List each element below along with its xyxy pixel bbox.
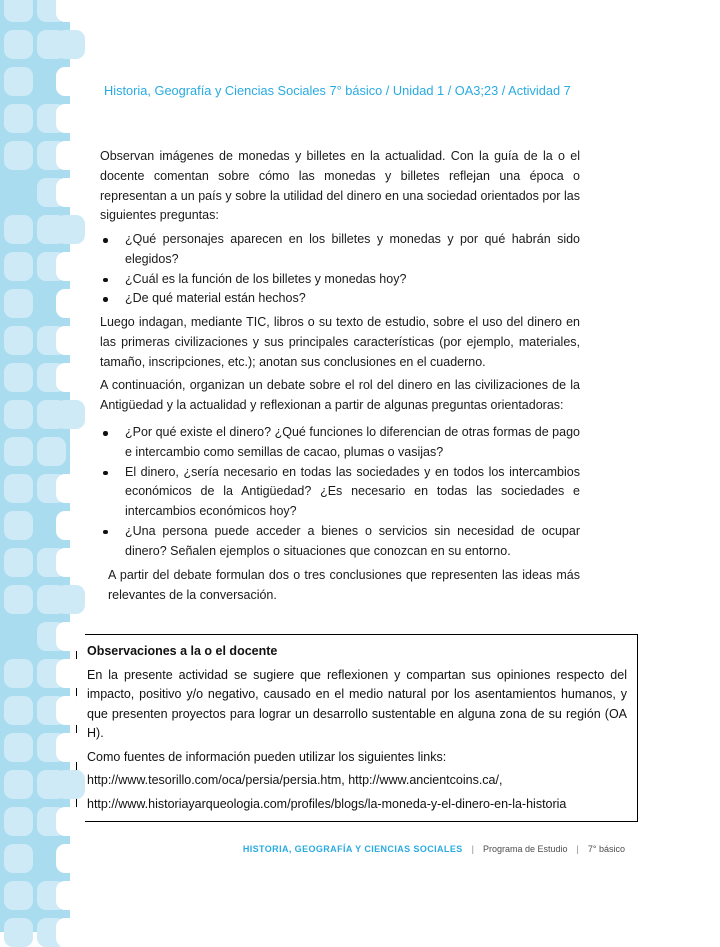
questions-list-money-today: [100, 230, 580, 309]
question-text: ¿Cuál es la función de los billetes y monedas hoy?: [125, 271, 407, 286]
bullet-icon: [103, 530, 108, 535]
footer-separator: |: [471, 844, 474, 854]
bullet-icon: [103, 238, 108, 243]
decorative-square: [56, 696, 85, 725]
intro-paragraph: Observan imágenes de monedas y billetes en la actualidad. Con la guía de la o el docente comentan sobre cómo las monedas y billetes reflejan una época o representan a un país y sobre la utilidad del dinero en una sociedad orientados por las siguientes preguntas:: [100, 149, 580, 223]
page-title: Historia, Geografía y Ciencias Sociales 7° básico / Unidad 1 / OA3;23 / Actividad 7: [104, 83, 571, 98]
page-footer: [100, 844, 625, 854]
decorative-square: [4, 474, 33, 503]
decorative-square: [56, 141, 85, 170]
decorative-square: [4, 918, 33, 947]
decorative-square: [56, 659, 85, 688]
decorative-square: [56, 770, 85, 799]
decorative-square: [56, 733, 85, 762]
decorative-square: [56, 30, 85, 59]
decorative-square: [56, 67, 85, 96]
decorative-square: [56, 511, 85, 540]
decorative-square: [4, 770, 33, 799]
footer-separator: |: [576, 844, 579, 854]
decorative-square: [4, 363, 33, 392]
research-paragraph: Luego indagan, mediante TIC, libros o su texto de estudio, sobre el uso del dinero en las primeras civilizaciones y sus principales características (por ejemplo, materiales, tamaño, inscripciones, etc.); anotan sus conclusiones en el cuaderno.: [100, 315, 580, 369]
decorative-square: [56, 622, 85, 651]
source-link-line: http://www.tesorillo.com/oca/persia/persia.htm, http://www.ancientcoins.ca/,: [87, 773, 503, 787]
decorative-square: [56, 548, 85, 577]
decorative-square: [56, 104, 85, 133]
decorative-square: [4, 807, 33, 836]
decorative-square: [56, 400, 85, 429]
question-item: [100, 423, 580, 463]
question-item: [100, 522, 580, 562]
question-text: ¿Una persona puede acceder a bienes o servicios sin necesidad de ocupar dinero? Señalen ejemplos o situaciones que conozcan en su entorno.: [125, 523, 580, 558]
decorative-square: [4, 881, 33, 910]
conclusion-paragraph: A partir del debate formulan dos o tres conclusiones que representen las ideas más relevantes de la conversación.: [108, 568, 580, 602]
decorative-square: [56, 918, 85, 947]
question-item: [100, 230, 580, 270]
decorative-square: [4, 696, 33, 725]
decorative-square: [4, 104, 33, 133]
sources-label: Como fuentes de información pueden utilizar los siguientes links:: [87, 749, 447, 764]
bullet-icon: [103, 431, 108, 436]
decorative-square: [56, 363, 85, 392]
decorative-square: [4, 215, 33, 244]
footer-grade: 7° básico: [587, 844, 625, 854]
decorative-square: [4, 141, 33, 170]
decorative-square: [56, 215, 85, 244]
debate-intro-paragraph: A continuación, organizan un debate sobre el rol del dinero en las civilizaciones de la Antigüedad y la actualidad y reflexionan a partir de algunas preguntas orientadoras:: [100, 378, 580, 412]
decorative-square: [4, 400, 33, 429]
decorative-square: [56, 0, 85, 22]
decorative-square: [56, 474, 85, 503]
decorative-square: [56, 326, 85, 355]
decorative-square: [56, 178, 85, 207]
observations-title: Observaciones a la o el docente: [87, 644, 278, 658]
decorative-border: [0, 0, 70, 932]
decorative-square: [4, 659, 33, 688]
question-item: [100, 270, 580, 290]
decorative-square: [4, 585, 33, 614]
source-link-line: http://www.historiayarqueologia.com/profiles/blogs/la-moneda-y-el-dinero-en-la-historia: [87, 796, 567, 811]
decorative-square: [37, 437, 66, 466]
question-text: El dinero, ¿sería necesario en todas las sociedades y en todos los intercambios económicos de la Antigüedad? ¿Es necesario en todas las sociedades e intercambios económicos hoy?: [125, 464, 580, 519]
decorative-square: [4, 0, 33, 22]
decorative-square: [56, 289, 85, 318]
decorative-square: [4, 437, 33, 466]
footer-program: Programa de Estudio: [482, 844, 568, 854]
decorative-square: [4, 252, 33, 281]
bullet-icon: [103, 297, 108, 302]
questions-list-debate: [100, 423, 580, 562]
decorative-square: [4, 326, 33, 355]
decorative-square: [4, 844, 33, 873]
decorative-square: [4, 67, 33, 96]
decorative-square: [4, 548, 33, 577]
question-text: ¿Qué personajes aparecen en los billetes y monedas y por qué habrán sido elegidos?: [125, 232, 580, 266]
question-item: [100, 289, 580, 309]
decorative-square: [56, 807, 85, 836]
decorative-square: [4, 30, 33, 59]
decorative-square: [56, 881, 85, 910]
question-text: ¿De qué material están hechos?: [125, 291, 306, 306]
observations-note: En la presente actividad se sugiere que reflexionen y compartan sus opiniones respecto del impacto, positivo y/o negativo, causado en el medio natural por los asentamientos humanos, y que presenten proyectos para lograr un desarrollo sustentable en alguna zona de su región (OA H).: [87, 667, 627, 740]
teacher-observations-box: [76, 634, 638, 822]
bullet-icon: [103, 471, 108, 476]
decorative-square: [56, 252, 85, 281]
decorative-square: [4, 511, 33, 540]
decorative-square: [56, 585, 85, 614]
decorative-square: [4, 289, 33, 318]
bullet-icon: [103, 278, 108, 283]
decorative-square: [56, 844, 85, 873]
footer-subject: HISTORIA, GEOGRAFÍA Y CIENCIAS SOCIALES: [242, 844, 463, 854]
decorative-square: [4, 733, 33, 762]
question-text: ¿Por qué existe el dinero? ¿Qué funciones lo diferencian de otras formas de pago e intercambio como semillas de cacao, plumas o vasijas?: [125, 425, 580, 459]
question-item: [100, 463, 580, 522]
